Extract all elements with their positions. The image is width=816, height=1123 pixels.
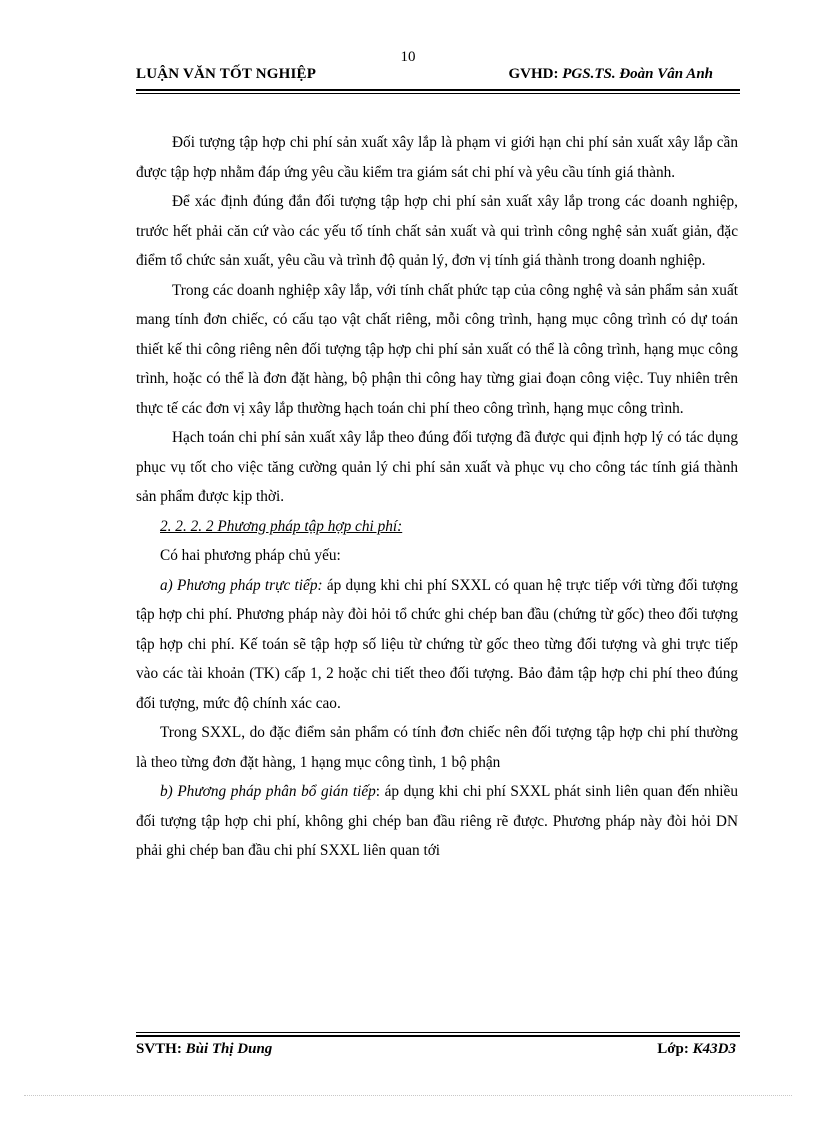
thesis-title: LUẬN VĂN TỐT NGHIỆP [136,66,317,82]
paragraph-2: Để xác định đúng đắn đối tượng tập hợp chi phí sản xuất xây lắp trong các doanh nghiệp, trước hết phải căn cứ vào các yếu tố tính chất sản xuất và qui trình công nghệ sản xuất giản, đặc điểm tổ chức sản xuất, yêu cầu và trình độ quản lý, đơn vị tính giá thành trong doanh nghiệp. [136,193,738,269]
page-boundary [24,1095,792,1096]
paragraph-7: Trong SXXL, do đặc điểm sản phẩm có tính đơn chiếc nên đối tượng tập hợp chi phí thường là theo từng đơn đặt hàng, 1 hạng mục công tình, 1 bộ phận [136,724,738,771]
page-number: 10 [400,49,416,65]
footer-rule-thin [136,1032,740,1033]
page-footer [136,1041,740,1061]
supervisor-label: GVHD: [508,66,563,82]
student-label: SVTH: [136,1041,186,1057]
class-label: Lớp: [657,1041,693,1057]
supervisor [509,66,714,83]
footer-rule [136,1035,740,1037]
paragraph-8 [136,777,738,866]
header-rule-thin [136,93,740,94]
method-direct-label: a) Phương pháp trực tiếp: [160,576,323,594]
method-direct-text: áp dụng khi chi phí SXXL có quan hệ trực tiếp với từng đối tượng tập hợp chi phí. Phương pháp này đòi hỏi tổ chức ghi chép ban đầu (chứng từ gốc) theo đối tượng tập hợp chi phí. Kế toán sẽ tập hợp số liệu từ chứng từ gốc theo từng đối tượng và ghi trực tiếp vào các tài khoản (TK) cấp 1, 2 hoặc chi tiết theo đối tượng. Bảo đảm tập hợp chi phí theo đúng đối tượng, mức độ chính xác cao. [136,576,738,712]
class [657,1041,736,1058]
paragraph-4: Hạch toán chi phí sản xuất xây lắp theo đúng đối tượng đã được qui định hợp lý có tác dụng phục vụ tốt cho việc tăng cường quản lý chi phí sản xuất và phục vụ cho công tác tính giá thành sản phẩm được kịp thời. [136,429,738,505]
page-header [136,66,740,88]
paragraph-1: Đối tượng tập hợp chi phí sản xuất xây lắp là phạm vi giới hạn chi phí sản xuất xây lắp cần được tập hợp nhằm đáp ứng yêu cầu kiểm tra giám sát chi phí và yêu cầu tính giá thành. [136,134,738,181]
method-indirect-label: b) Phương pháp phân bổ gián tiếp [160,783,376,800]
body-text [136,128,738,866]
method-indirect-text: : áp dụng khi chi phí SXXL phát sinh liên quan đến nhiều đối tượng tập hợp chi phí, không ghi chép ban đầu riêng rẽ được. Phương pháp này đòi hỏi DN phải ghi chép ban đầu chi phí SXXL liên quan tới [136,783,738,859]
section-heading: 2. 2. 2. 2 Phương pháp tập hợp chi phí: [160,517,403,535]
student [136,1041,272,1058]
header-rule [136,89,740,91]
paragraph-6 [136,571,738,719]
paragraph-5: Có hai phương pháp chủ yếu: [160,547,341,564]
supervisor-name: PGS.TS. Đoàn Vân Anh [562,66,713,82]
student-name: Bùi Thị Dung [185,1041,273,1057]
paragraph-3: Trong các doanh nghiệp xây lắp, với tính chất phức tạp của công nghệ và sản phẩm sản xuất mang tính đơn chiếc, có cấu tạo vật chất riêng, mỗi công trình, hạng mục công trình có dự toán thiết kế thi công riêng nên đối tượng tập hợp chi phí sản xuất có thể là công trình, hạng mục công trình, hoặc có thể là đơn đặt hàng, bộ phận thi công hay từng giai đoạn công việc. Tuy nhiên trên thực tế các đơn vị xây lắp thường hạch toán chi phí theo công trình, hạng mục công trình. [136,281,738,417]
class-code: K43D3 [692,1041,736,1057]
